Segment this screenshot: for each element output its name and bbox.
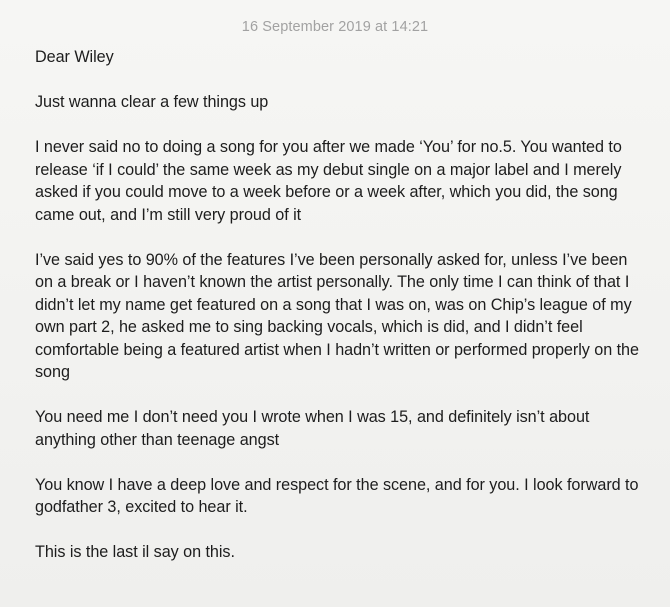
note-paragraph-closing: This is the last il say on this.: [35, 543, 235, 561]
note-paragraph-features: I’ve said yes to 90% of the features I’ve been personally asked for, unless I’ve been on a break or I haven’t known the artist personally. The only time I can think of that I didn’t let my name get featured on a song that I was on, was on Chip’s league of my own part 2, he asked me to sing backing vocals, which is did, and I didn’t feel comfortable being a featured artist when I hadn’t written or performed properly on the song: [35, 250, 639, 381]
note-paragraph-greeting: Dear Wiley: [35, 48, 114, 66]
note-body[interactable]: [35, 46, 645, 564]
note-paragraph-song-release: I never said no to doing a song for you after we made ‘You’ for no.5. You wanted to release ‘if I could’ the same week as my debut single on a major label and I merely asked if you could move to a week before or a week after, which you did, the song came out, and I’m still very proud of it: [35, 138, 622, 224]
note-paragraph-intro: Just wanna clear a few things up: [35, 93, 269, 111]
note-paragraph-lyrics: You need me I don’t need you I wrote when I was 15, and definitely isn’t about anything other than teenage angst: [35, 408, 590, 449]
note-paragraph-respect: You know I have a deep love and respect for the scene, and for you. I look forward to godfather 3, excited to hear it.: [35, 475, 639, 516]
note-timestamp: 16 September 2019 at 14:21: [241, 19, 429, 35]
